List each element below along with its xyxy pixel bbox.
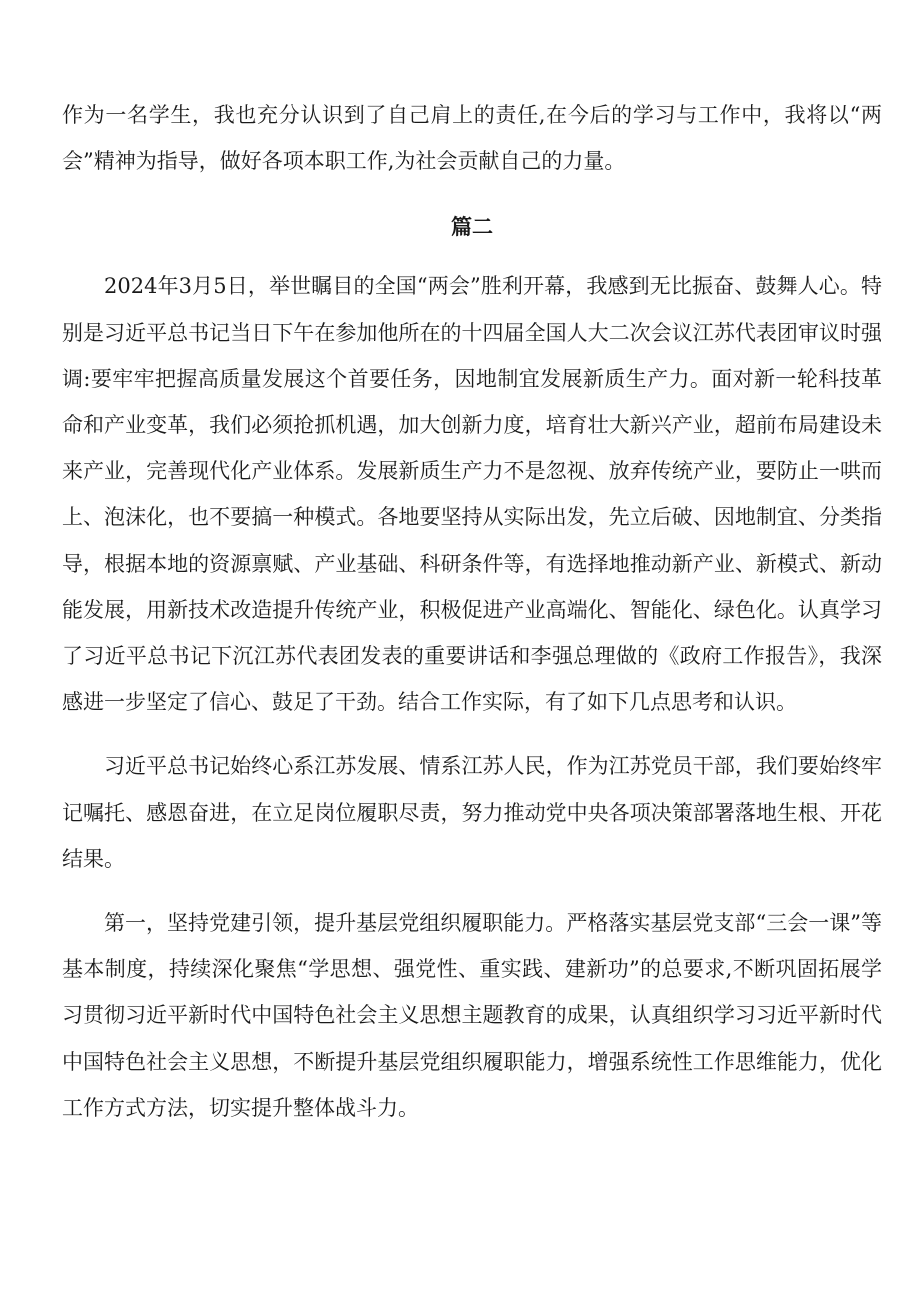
paragraph-commitment: 习近平总书记始终心系江苏发展、情系江苏人民，作为江苏党员干部，我们要始终牢记嘱托、感恩奋进，在立足岗位履职尽责，努力推动党中央各项决策部署落地生根、开花结果。 bbox=[62, 754, 882, 871]
document-page bbox=[62, 92, 882, 1131]
paragraph-closing-previous: 作为一名学生，我也充分认识到了自己肩上的责任,在今后的学习与工作中，我将以“两会”精神为指导，做好各项本职工作,为社会贡献自己的力量。 bbox=[62, 103, 882, 174]
paragraph-intro: 2024年3月5日，举世瞩目的全国“两会”胜利开幕，我感到无比振奋、鼓舞人心。特别是习近平总书记当日下午在参加他所在的十四届全国人大二次会议江苏代表团审议时强调:要牢牢把握高质量发展这个首要任务，因地制宜发展新质生产力。面对新一轮科技革命和产业变革，我们必须抢抓机遇，加大创新力度，培育壮大新兴产业，超前布局建设未来产业，完善现代化产业体系。发展新质生产力不是忽视、放弃传统产业，要防止一哄而上、泡沫化，也不要搞一种模式。各地要坚持从实际出发，先立后破、因地制宜、分类指导，根据本地的资源禀赋、产业基础、科研条件等，有选择地推动新产业、新模式、新动能发展，用新技术改造提升传统产业，积极促进产业高端化、智能化、绿色化。认真学习了习近平总书记下沉江苏代表团发表的重要讲话和李强总理做的《政府工作报告》，我深感进一步坚定了信心、鼓足了干劲。结合工作实际，有了如下几点思考和认识。 bbox=[62, 274, 882, 715]
paragraph-point-one: 第一，坚持党建引领，提升基层党组织履职能力。严格落实基层党支部“三会一课”等基本制度，持续深化聚焦“学思想、强党性、重实践、建新功”的总要求,不断巩固拓展学习贯彻习近平新时代中国特色社会主义思想主题教育的成果，认真组织学习习近平新时代中国特色社会主义思想，不断提升基层党组织履职能力，增强系统性工作思维能力，优化工作方式方法，切实提升整体战斗力。 bbox=[62, 911, 882, 1120]
section-title: 篇二 bbox=[451, 214, 493, 240]
